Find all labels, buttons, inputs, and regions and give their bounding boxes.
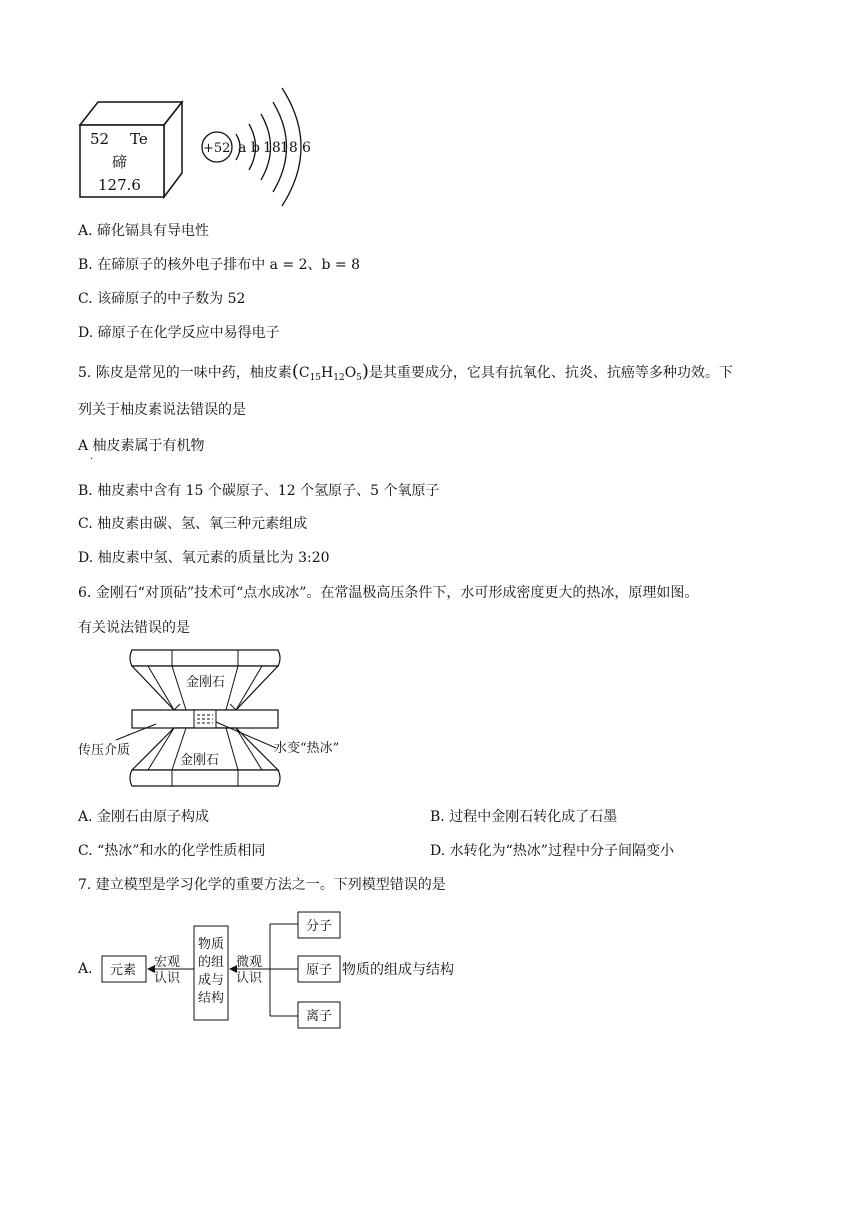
shell-1: a xyxy=(238,140,247,156)
element-symbol: Te xyxy=(130,130,148,148)
center-line2: 的组 xyxy=(198,955,225,970)
tellurium-figure xyxy=(70,80,330,210)
q5-option-a-dot: · xyxy=(90,454,94,465)
shell-5: 6 xyxy=(302,140,311,156)
center-line3: 成与 xyxy=(198,973,225,988)
q6-option-d[interactable]: D. 水转化为“热冰”过程中分子间隔变小 xyxy=(430,843,674,859)
hot-ice-label: 水变“热冰” xyxy=(274,741,340,756)
q4-option-a[interactable]: A. 碲化镉具有导电性 xyxy=(78,223,210,239)
q6-option-a[interactable]: A. 金刚石由原子构成 xyxy=(78,809,210,825)
formula-o-sub: 5 xyxy=(356,373,362,383)
micro-line1: 微观 xyxy=(236,955,263,970)
shell-4: 18 xyxy=(280,140,298,156)
q7-model-diagram xyxy=(98,904,478,1030)
q5-stem-post: 是其重要成分，它具有抗氧化、抗炎、抗癌等多种功效。下 xyxy=(368,365,733,381)
q7-option-a-letter[interactable]: A. xyxy=(78,961,93,977)
shell-2: b xyxy=(251,140,260,156)
diamond-anvil-diagram xyxy=(76,644,376,794)
particle-ion: 离子 xyxy=(306,1009,333,1024)
atomic-number: 52 xyxy=(90,130,110,148)
q5-option-b[interactable]: B. 柚皮素中含有 15 个碳原子、12 个氢原子、5 个氧原子 xyxy=(78,483,440,499)
macro-line2: 认识 xyxy=(154,971,181,986)
pressure-medium-label: 传压介质 xyxy=(78,743,131,758)
formula-o: O xyxy=(344,365,357,381)
macro-line1: 宏观 xyxy=(154,955,181,970)
q6-stem-line2: 有关说法错误的是 xyxy=(78,620,190,636)
formula-h: H xyxy=(321,365,334,381)
q5-stem-line1 xyxy=(78,363,733,387)
q6-option-c[interactable]: C. “热冰”和水的化学性质相同 xyxy=(78,843,266,859)
particle-atom: 原子 xyxy=(306,963,333,978)
model-right-text: 物质的组成与结构 xyxy=(342,962,454,978)
atomic-mass: 127.6 xyxy=(98,176,141,194)
q5-stem-line2: 列关于柚皮素说法错误的是 xyxy=(78,402,246,418)
q4-option-b[interactable]: B. 在碲原子的核外电子排布中 a = 2、b = 8 xyxy=(78,257,361,273)
formula: ( xyxy=(291,361,299,382)
micro-line2: 认识 xyxy=(236,971,263,986)
q5-option-c[interactable]: C. 柚皮素由碳、氢、氧三种元素组成 xyxy=(78,516,308,532)
formula-c-sub: 15 xyxy=(309,373,322,383)
particle-molecule: 分子 xyxy=(306,919,333,934)
element-name: 碲 xyxy=(112,153,128,171)
q7-stem: 7. 建立模型是学习化学的重要方法之一。下列模型错误的是 xyxy=(78,877,446,893)
q5-option-d[interactable]: D. 柚皮素中氢、氧元素的质量比为 3:20 xyxy=(78,550,330,566)
shell-3: 18 xyxy=(263,140,281,156)
q6-option-b[interactable]: B. 过程中金刚石转化成了石墨 xyxy=(430,809,618,825)
nucleus-charge: +52 xyxy=(203,141,231,156)
atom-structure-diagram xyxy=(202,88,311,206)
element-cell xyxy=(80,102,182,197)
q5-option-a[interactable]: A 柚皮素属于有机物 xyxy=(78,438,205,454)
formula-h-sub: 12 xyxy=(333,373,345,383)
bottom-diamond-label: 金刚石 xyxy=(180,753,220,768)
center-line4: 结构 xyxy=(198,991,225,1006)
q4-option-c[interactable]: C. 该碲原子的中子数为 52 xyxy=(78,291,246,307)
formula-close: ) xyxy=(361,361,369,382)
q5-stem-pre: 5. 陈皮是常见的一味中药，柚皮素 xyxy=(78,365,292,381)
center-line1: 物质 xyxy=(198,937,225,952)
formula-c: C xyxy=(298,365,310,381)
q6-stem-line1: 6. 金刚石“对顶砧”技术可“点水成冰”。在常温极高压条件下，水可形成密度更大的热冰，原理如图。 xyxy=(78,585,699,601)
element-box: 元素 xyxy=(110,963,137,978)
q4-option-d[interactable]: D. 碲原子在化学反应中易得电子 xyxy=(78,325,280,341)
top-diamond-label: 金刚石 xyxy=(186,675,226,690)
